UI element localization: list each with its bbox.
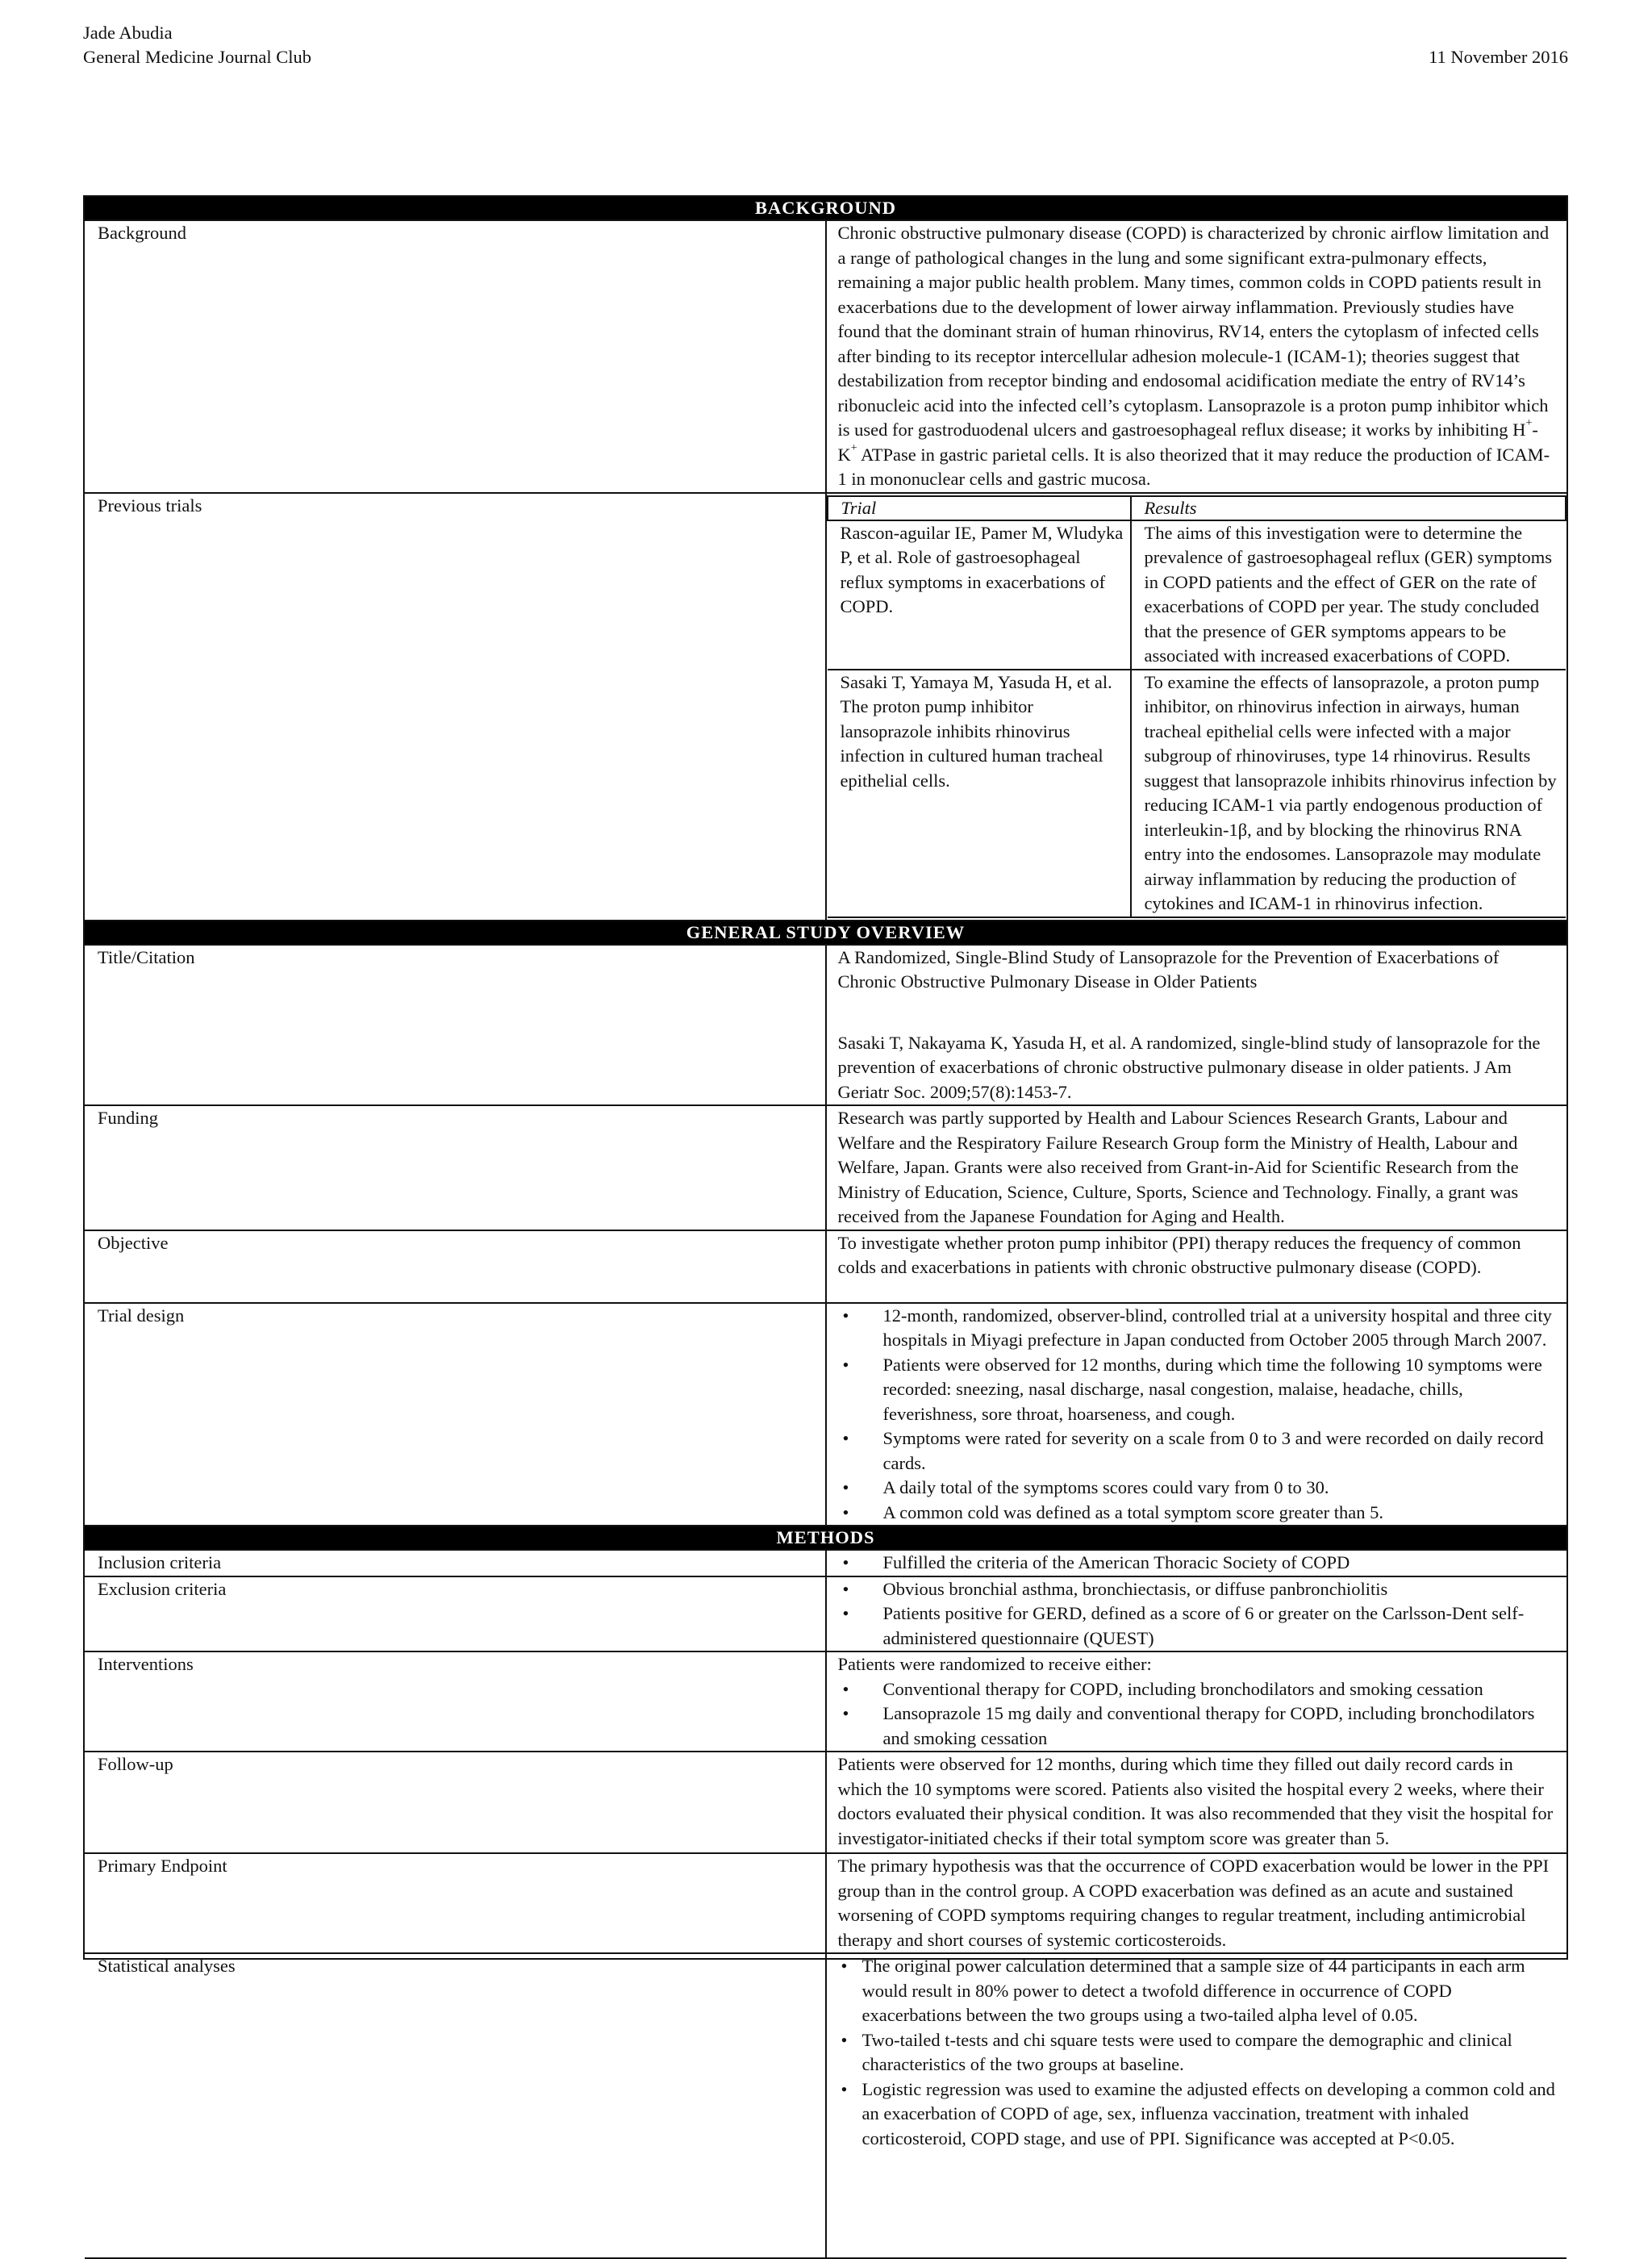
list-item: • Conventional therapy for COPD, including bronchodilators and smoking cessation bbox=[838, 1677, 1556, 1702]
list-item: • Patients positive for GERD, defined as a score of 6 or greater on the Carlsson-Dent self-administered questionnaire (QUEST) bbox=[838, 1601, 1556, 1651]
section-title-background: BACKGROUND bbox=[85, 197, 1566, 220]
exclusion-cell bbox=[826, 1576, 1567, 1652]
statistical-list bbox=[838, 1954, 1556, 2151]
title-citation-cell bbox=[826, 945, 1567, 1106]
objective-text: To investigate whether proton pump inhibitor (PPI) therapy reduces the frequency of common colds and exacerbations in patients with chronic obstructive pulmonary disease (COPD). bbox=[826, 1230, 1567, 1303]
row-label: Objective bbox=[85, 1230, 826, 1303]
row-previous-trials bbox=[85, 493, 1566, 921]
interventions-intro: Patients were randomized to receive either: bbox=[837, 1654, 1152, 1674]
row-label: Previous trials bbox=[85, 493, 826, 921]
list-item: • Two-tailed t-tests and chi square tests were used to compare the demographic and clinical characteristics of the two groups at baseline. bbox=[838, 2028, 1556, 2077]
row-inclusion bbox=[85, 1550, 1566, 1576]
section-title-overview: GENERAL STUDY OVERVIEW bbox=[85, 921, 1566, 945]
interventions-list bbox=[838, 1677, 1556, 1752]
row-primary-endpoint bbox=[85, 1853, 1566, 1953]
follow-up-text: Patients were observed for 12 months, during which time they filled out daily record cards in which the 10 symptoms were scored. Patients also visited the hospital every 2 weeks, where their doctors evaluated their physical condition. It was also recommended that they visit the hospital for investigator-initiated checks if their total symptom score was greater than 5. bbox=[826, 1752, 1567, 1853]
interventions-cell bbox=[826, 1651, 1567, 1752]
summary-table bbox=[85, 197, 1566, 2259]
row-label: Trial design bbox=[85, 1303, 826, 1526]
trial-results: The aims of this investigation were to determine the prevalence of gastroesophageal reflux (GER) symptoms in COPD patients and the effect of GER on the rate of exacerbations of COPD per year. The study concluded that the presence of GER symptoms appears to be associated with increased exacerbations of COPD. bbox=[1131, 520, 1566, 670]
trials-col-results: Results bbox=[1131, 496, 1566, 520]
section-title-methods: METHODS bbox=[85, 1526, 1566, 1550]
list-item: • Patients were observed for 12 months, during which time the following 10 symptoms were recorded: sneezing, nasal discharge, nasal congestion, malaise, headache, chills, feverishness, sore throat, hoarseness, and cough. bbox=[838, 1353, 1556, 1427]
row-funding bbox=[85, 1105, 1566, 1230]
funding-text: Research was partly supported by Health and Labour Sciences Research Grants, Labour and Welfare and the Respiratory Failure Research Group form the Ministry of Health, Labour and Welfare, Japan. Grants were also received from Grant-in-Aid for Scientific Research from the Ministry of Education, Science, Culture, Sports, Science and Technology. Finally, a grant was received from the Japanese Foundation for Aging and Health. bbox=[826, 1105, 1567, 1230]
list-item: • 12-month, randomized, observer-blind, controlled trial at a university hospital and three city hospitals in Miyagi prefecture in Japan conducted from October 2005 through March 2007. bbox=[838, 1304, 1556, 1353]
row-interventions bbox=[85, 1651, 1566, 1752]
journal-club-name: General Medicine Journal Club bbox=[83, 47, 312, 67]
row-label: Interventions bbox=[85, 1651, 826, 1752]
row-label: Exclusion criteria bbox=[85, 1576, 826, 1652]
list-item: • Fulfilled the criteria of the American Thoracic Society of COPD bbox=[838, 1551, 1556, 1576]
list-item: • The original power calculation determined that a sample size of 44 participants in each arm would result in 80% power to detect a twofold difference in occurrence of COPD exacerbations between the two groups using a two-tailed alpha level of 0.05. bbox=[838, 1954, 1556, 2028]
list-item: • A common cold was defined as a total symptom score greater than 5. bbox=[838, 1501, 1556, 1526]
trials-header-row bbox=[828, 496, 1566, 520]
row-background bbox=[85, 220, 1566, 493]
trial-citation: Sasaki T, Yamaya M, Yasuda H, et al. The proton pump inhibitor lansoprazole inhibits rhinovirus infection in cultured human tracheal epithelial cells. bbox=[828, 670, 1131, 917]
row-label: Inclusion criteria bbox=[85, 1550, 826, 1576]
previous-trials-table bbox=[827, 495, 1567, 918]
trial-design-list bbox=[838, 1304, 1556, 1526]
author-name: Jade Abudia bbox=[83, 23, 173, 43]
trial-results: To examine the effects of lansoprazole, a proton pump inhibitor, on rhinovirus infection in airways, human tracheal epithelial cells were infected with a major subgroup of rhinoviruses, type 14 rhinovirus. Results suggest that lansoprazole inhibits rhinovirus infection by reducing ICAM-1 via partly endogenous production of interleukin-1β, and by blocking the rhinovirus RNA entry into the endosomes. Lansoprazole may modulate airway inflammation by reducing the production of cytokines and ICAM-1 in rhinovirus infection. bbox=[1131, 670, 1566, 917]
inclusion-cell bbox=[826, 1550, 1567, 1576]
row-label: Primary Endpoint bbox=[85, 1853, 826, 1953]
trial-citation: Rascon-aguilar IE, Pamer M, Wludyka P, et al. Role of gastroesophageal reflux symptoms in exacerbations of COPD. bbox=[828, 520, 1131, 670]
study-title: A Randomized, Single-Blind Study of Lansoprazole for the Prevention of Exacerbations of Chronic Obstructive Pulmonary Disease in Older Patients bbox=[837, 946, 1500, 992]
background-text: Chronic obstructive pulmonary disease (COPD) is characterized by chronic airflow limitation and a range of pathological changes in the lung and some significant extra-pulmonary effects, remaining a major public health problem. Many times, common colds in COPD patients result in exacerbations due to the development of lower airway inflammation. Previously studies have found that the dominant strain of human rhinovirus, RV14, enters the cytoplasm of infected cells after binding to its receptor intercellular adhesion molecule-1 (ICAM-1); theories suggest that destabilization from receptor binding and endosomal acidification mediate the entry of RV14’s ribonucleic acid into the infected cell’s cytoplasm. Lansoprazole is a proton pump inhibitor which is used for gastroduodenal ulcers and gastroesophageal reflux disease; it works by inhibiting H+-K+ ATPase in gastric parietal cells. It is also theorized that it may reduce the production of ICAM-1 in mononuclear cells and gastric mucosa. bbox=[826, 220, 1567, 493]
row-follow-up bbox=[85, 1752, 1566, 1853]
list-item: • Symptoms were rated for severity on a scale from 0 to 3 and were recorded on daily record cards. bbox=[838, 1426, 1556, 1476]
row-trial-design bbox=[85, 1303, 1566, 1526]
primary-endpoint-text: The primary hypothesis was that the occurrence of COPD exacerbation would be lower in the PPI group than in the control group. A COPD exacerbation was defined as an acute and sustained worsening of COPD symptoms requiring changes to regular treatment, including antimicrobial therapy and short courses of systemic corticosteroids. bbox=[826, 1853, 1567, 1953]
section-header-methods bbox=[85, 1526, 1566, 1550]
trials-col-trial: Trial bbox=[828, 496, 1131, 520]
list-item: • Lansoprazole 15 mg daily and conventional therapy for COPD, including bronchodilators and smoking cessation bbox=[838, 1702, 1556, 1751]
row-title-citation bbox=[85, 945, 1566, 1106]
row-statistical-analyses bbox=[85, 1953, 1566, 2258]
row-label: Follow-up bbox=[85, 1752, 826, 1853]
list-item: • A daily total of the symptoms scores could vary from 0 to 30. bbox=[838, 1476, 1556, 1501]
section-header-background bbox=[85, 197, 1566, 220]
statistical-cell bbox=[826, 1953, 1567, 2258]
row-label: Background bbox=[85, 220, 826, 493]
row-exclusion bbox=[85, 1576, 1566, 1652]
summary-table-frame bbox=[83, 195, 1568, 2148]
row-label: Title/Citation bbox=[85, 945, 826, 1106]
list-item: • Obvious bronchial asthma, bronchiectasis, or diffuse panbronchiolitis bbox=[838, 1577, 1556, 1602]
exclusion-list bbox=[838, 1577, 1556, 1651]
trials-row bbox=[828, 520, 1566, 670]
study-citation: Sasaki T, Nakayama K, Yasuda H, et al. A randomized, single-blind study of lansoprazole for the prevention of exacerbations of chronic obstructive pulmonary disease in older patients. J Am Geriatr Soc. 2009;57(8):1453-7. bbox=[837, 1032, 1541, 1102]
header-date: 11 November 2016 bbox=[1429, 47, 1568, 67]
row-label: Funding bbox=[85, 1105, 826, 1230]
row-objective bbox=[85, 1230, 1566, 1303]
trials-row bbox=[828, 670, 1566, 917]
list-item: • Logistic regression was used to examine the adjusted effects on developing a common cold and an exacerbation of COPD of age, sex, influenza vaccination, treatment with inhaled corticosteroid, COPD stage, and use of PPI. Significance was accepted at P<0.05. bbox=[838, 2077, 1556, 2152]
row-label: Statistical analyses bbox=[85, 1953, 826, 2258]
previous-trials-cell bbox=[826, 493, 1567, 921]
inclusion-list bbox=[838, 1551, 1556, 1576]
header-left bbox=[83, 21, 311, 69]
trial-design-cell bbox=[826, 1303, 1567, 1526]
section-header-overview bbox=[85, 921, 1566, 945]
